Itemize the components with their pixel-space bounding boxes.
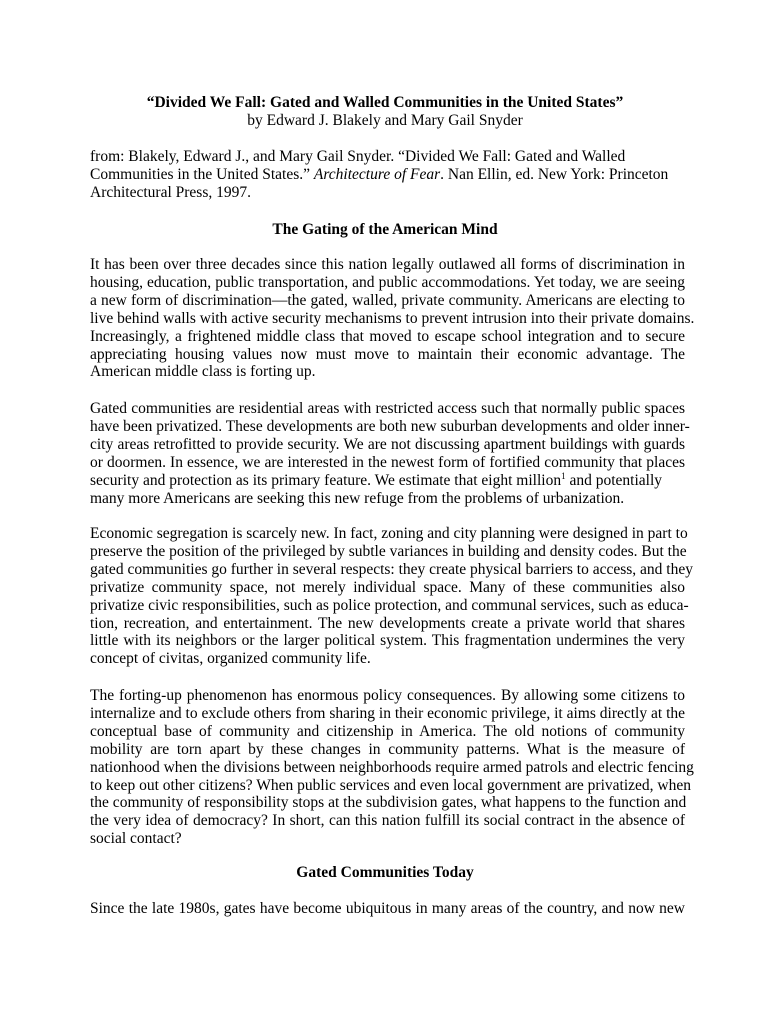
paragraph-line: concept of civitas, organized community life.	[90, 650, 371, 668]
document-byline: by Edward J. Blakely and Mary Gail Snyder	[247, 112, 523, 129]
footnote-marker: 1	[561, 470, 566, 481]
paragraph-line: preserve the position of the privileged by subtle variances in building and density codes. But the	[90, 542, 687, 560]
paragraph-2	[90, 400, 690, 507]
paragraph-text: security and protection as its primary feature. We estimate that eight million	[90, 471, 562, 489]
paragraph-line	[90, 472, 685, 490]
paragraph-line: mobility are torn apart by these changes in community patterns. What is the measure of	[90, 740, 685, 758]
paragraph-line: live behind walls with active security mechanisms to prevent intrusion into their private domains.	[90, 309, 695, 327]
citation-text: . Nan Ellin, ed. New York: Princeton	[440, 165, 669, 183]
paragraph-text: and potentially	[565, 471, 662, 489]
document-title: “Divided We Fall: Gated and Walled Communities in the United States”	[146, 94, 624, 111]
paragraph-line: American middle class is forting up.	[90, 363, 316, 381]
paragraph-line: the very idea of democracy? In short, can this nation fulfill its social contract in the absence of	[90, 812, 685, 830]
citation-line: Architectural Press, 1997.	[90, 183, 251, 201]
paragraph-3	[90, 525, 693, 668]
paragraph-line: conceptual base of community and citizenship in America. The old notions of community	[90, 722, 685, 740]
paragraph-line: city areas retrofitted to provide security. We are not discussing apartment buildings with guards	[90, 435, 685, 453]
citation-text: Communities in the United States.”	[90, 165, 314, 183]
paragraph-line: Since the late 1980s, gates have become ubiquitous in many areas of the country, and now new	[90, 900, 685, 917]
paragraph-line: to keep out other citizens? When public services and even local government are privatized, when	[90, 776, 691, 794]
paragraph-line: Gated communities are residential areas with restricted access such that normally public spaces	[90, 400, 685, 417]
paragraph-line: appreciating housing values now must move to maintain their economic advantage. The	[90, 345, 685, 363]
paragraph-line: It has been over three decades since this nation legally outlawed all forms of discrimination in	[90, 256, 685, 273]
paragraph-line: internalize and to exclude others from sharing in their economic privilege, it aims directly at the	[90, 704, 685, 722]
paragraph-line: the community of responsibility stops at the subdivision gates, what happens to the function and	[90, 794, 687, 812]
paragraph-line: privatize community space, not merely individual space. Many of these communities also	[90, 578, 685, 596]
section-heading-today: Gated Communities Today	[296, 864, 474, 881]
citation-line	[90, 166, 685, 184]
paragraph-1	[90, 256, 695, 381]
paragraph-line: housing, education, public transportation, and public accommodations. Yet today, we are seeing	[90, 273, 685, 291]
paragraph-4	[90, 687, 694, 848]
paragraph-line: privatize civic responsibilities, such as police protection, and communal services, such as educa-	[90, 596, 689, 614]
paragraph-line: Economic segregation is scarcely new. In fact, zoning and city planning were designed in part to	[90, 525, 688, 542]
paragraph-line: nationhood when the divisions between neighborhoods require armed patrols and electric fencing	[90, 758, 694, 776]
citation	[90, 148, 685, 202]
citation-line: from: Blakely, Edward J., and Mary Gail Snyder. “Divided We Fall: Gated and Walled	[90, 148, 626, 165]
paragraph-line: many more Americans are seeking this new refuge from the problems of urbanization.	[90, 489, 625, 507]
paragraph-line: or doormen. In essence, we are interested in the newest form of fortified community that places	[90, 453, 685, 471]
paragraph-line: tion, recreation, and entertainment. The new developments create a private world that shares	[90, 614, 685, 632]
paragraph-line: The forting-up phenomenon has enormous policy consequences. By allowing some citizens to	[90, 687, 685, 704]
paragraph-line: little with its neighbors or the larger political system. This fragmentation undermines the very	[90, 632, 685, 650]
section-heading-gating: The Gating of the American Mind	[272, 221, 498, 238]
paragraph-5	[90, 900, 685, 918]
paragraph-line: Increasingly, a frightened middle class that moved to escape school integration and to secure	[90, 327, 685, 345]
paragraph-line: a new form of discrimination—the gated, walled, private community. Americans are electing to	[90, 291, 685, 309]
citation-book-title: Architecture of Fear	[313, 165, 441, 183]
paragraph-line: have been privatized. These developments are both new suburban developments and older inner-	[90, 417, 690, 435]
paragraph-line: gated communities go further in several respects: they create physical barriers to access, and they	[90, 560, 693, 578]
paragraph-line: social contact?	[90, 830, 182, 848]
